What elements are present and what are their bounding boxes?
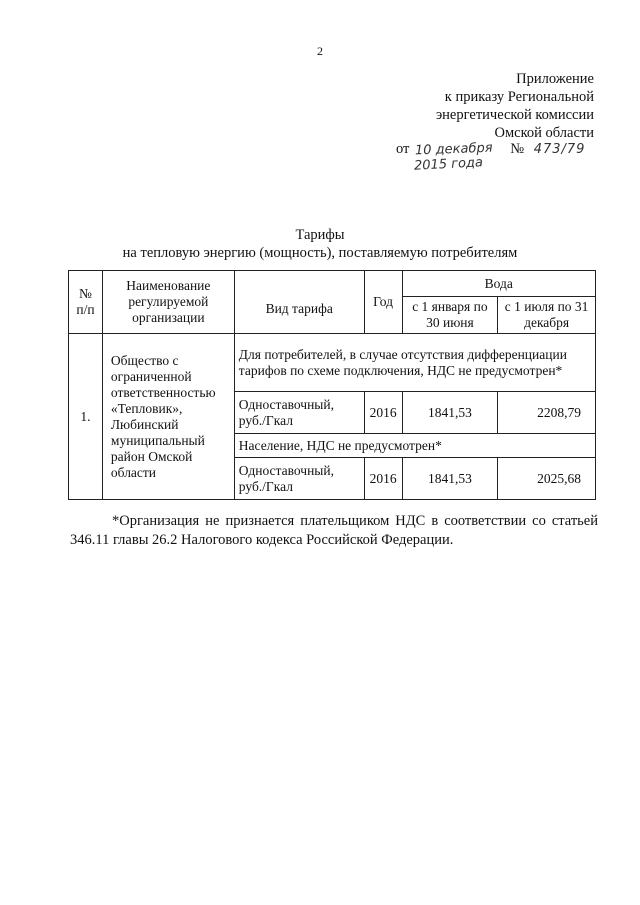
title-line: Тарифы (295, 227, 345, 243)
appendix-line: Приложение (516, 71, 594, 87)
tariff-kind: Одноставочный, руб./Гкал (234, 392, 364, 434)
title-line: на тепловую энергию (мощность), поставляемую потребителям (122, 245, 518, 261)
tariffs-table (68, 270, 596, 500)
group-label: Для потребителей, в случае отсутствия дифференциации тарифов по схеме подключения, НДС не предусмотрен* (234, 334, 595, 392)
table-header-row (69, 271, 596, 297)
from-label: от (396, 141, 410, 157)
header-year: Год (364, 271, 402, 334)
footnote: *Организация не признается плательщиком НДС в соответствии со статьей 346.11 главы 26.2 Налогового кодекса Российской Федерации. (70, 513, 598, 548)
handwritten-year: 2015 года (413, 155, 484, 174)
handwritten-date: 10 декабря (414, 140, 493, 159)
tariff-value-h2: 2025,68 (498, 458, 596, 500)
organization-name: Общество с ограниченной ответственностью «Тепловик», Любинский муниципальный район Омской области (102, 334, 234, 500)
tariff-value-h2: 2208,79 (498, 392, 596, 434)
header-period-1: с 1 января по 30 июня (402, 297, 498, 334)
tariff-value-h1: 1841,53 (402, 392, 498, 434)
header-num: № п/п (69, 271, 103, 334)
tariff-kind: Одноставочный, руб./Гкал (234, 458, 364, 500)
header-organization: Наименование регулируемой организации (102, 271, 234, 334)
group-label: Население, НДС не предусмотрен* (234, 434, 595, 458)
tariff-value-h1: 1841,53 (402, 458, 498, 500)
header-tariff-kind: Вид тарифа (234, 271, 364, 334)
appendix-line: энергетической комиссии (435, 107, 594, 123)
handwritten-number: 473/79 (533, 142, 586, 157)
row-number: 1. (69, 334, 103, 500)
page-number: 2 (317, 44, 323, 58)
number-label: № (510, 141, 525, 157)
tariff-year: 2016 (364, 458, 402, 500)
tariff-year: 2016 (364, 392, 402, 434)
header-water: Вода (402, 271, 595, 297)
document-title (0, 226, 640, 262)
table-row (69, 334, 596, 392)
header-period-2: с 1 июля по 31 декабря (498, 297, 596, 334)
order-date-number-line (396, 140, 585, 159)
appendix-header (436, 70, 594, 142)
appendix-line: к приказу Региональной (444, 89, 594, 105)
appendix-line: Омской области (494, 125, 594, 141)
